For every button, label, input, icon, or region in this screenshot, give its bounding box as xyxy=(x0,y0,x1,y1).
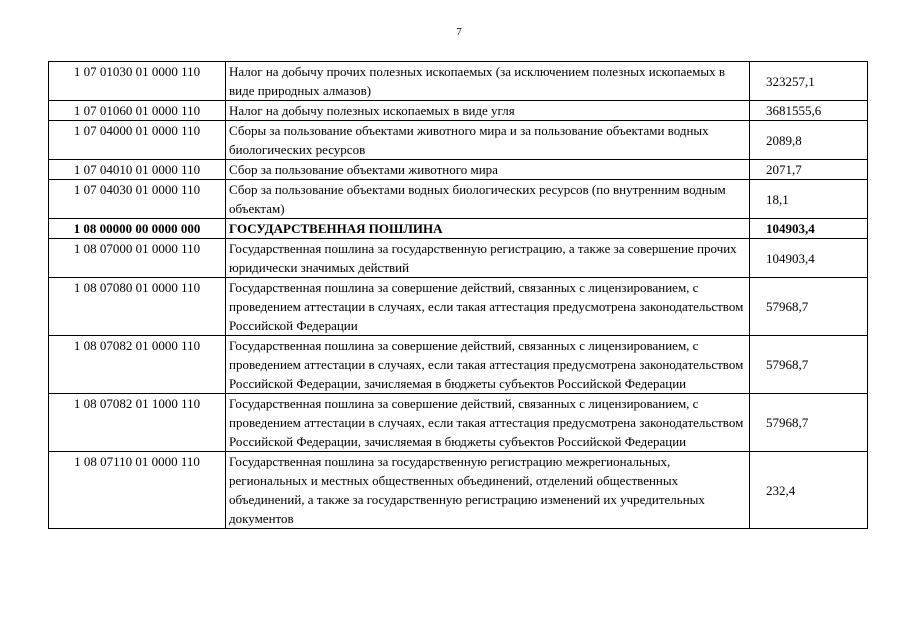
table-row xyxy=(49,239,868,278)
amount-cell: 57968,7 xyxy=(750,394,868,452)
revenue-name-cell: Сбор за пользование объектами водных биологических ресурсов (по внутренним водным объектам) xyxy=(226,180,750,219)
budget-code-cell: 1 08 07110 01 0000 110 xyxy=(49,452,226,529)
budget-code-cell: 1 07 04030 01 0000 110 xyxy=(49,180,226,219)
section-header-row xyxy=(49,219,868,239)
amount-cell: 232,4 xyxy=(750,452,868,529)
revenue-name-cell: Сборы за пользование объектами животного мира и за пользование объектами водных биологических ресурсов xyxy=(226,121,750,160)
revenue-name-cell: Государственная пошлина за совершение действий, связанных с лицензированием, с проведением аттестации в случаях, если такая аттестация предусмотрена законодательством Российской Федерации, зачисляемая в бюджеты субъектов Российской Федерации xyxy=(226,336,750,394)
revenue-name-cell: Государственная пошлина за совершение действий, связанных с лицензированием, с проведением аттестации в случаях, если такая аттестация предусмотрена законодательством Российской Федерации xyxy=(226,278,750,336)
table-row xyxy=(49,278,868,336)
amount-cell: 57968,7 xyxy=(750,336,868,394)
table-row xyxy=(49,121,868,160)
amount-cell: 104903,4 xyxy=(750,219,868,239)
table-row xyxy=(49,180,868,219)
amount-cell: 3681555,6 xyxy=(750,101,868,121)
revenue-name-cell: Сбор за пользование объектами животного мира xyxy=(226,160,750,180)
amount-cell: 323257,1 xyxy=(750,62,868,101)
table-row xyxy=(49,101,868,121)
revenue-name-cell: Государственная пошлина за государственную регистрацию, а также за совершение прочих юридически значимых действий xyxy=(226,239,750,278)
amount-cell: 57968,7 xyxy=(750,278,868,336)
revenue-name-cell: Государственная пошлина за государственную регистрацию межрегиональных, региональных и местных общественных объединений, отделений общественных объединений, а также за государственную регистрацию изменений их учредительных документов xyxy=(226,452,750,529)
table-row xyxy=(49,452,868,529)
amount-cell: 2071,7 xyxy=(750,160,868,180)
budget-code-cell: 1 08 07080 01 0000 110 xyxy=(49,278,226,336)
revenue-name-cell: Государственная пошлина за совершение действий, связанных с лицензированием, с проведением аттестации в случаях, если такая аттестация предусмотрена законодательством Российской Федерации, зачисляемая в бюджеты субъектов Российской Федерации xyxy=(226,394,750,452)
revenue-name-cell: Налог на добычу полезных ископаемых в виде угля xyxy=(226,101,750,121)
revenue-name-cell: ГОСУДАРСТВЕННАЯ ПОШЛИНА xyxy=(226,219,750,239)
budget-code-cell: 1 07 04000 01 0000 110 xyxy=(49,121,226,160)
revenue-table xyxy=(48,61,868,529)
budget-code-cell: 1 07 01060 01 0000 110 xyxy=(49,101,226,121)
budget-code-cell: 1 08 07082 01 1000 110 xyxy=(49,394,226,452)
amount-cell: 2089,8 xyxy=(750,121,868,160)
table-row xyxy=(49,62,868,101)
budget-code-cell: 1 07 04010 01 0000 110 xyxy=(49,160,226,180)
table-row xyxy=(49,394,868,452)
revenue-table-body xyxy=(49,62,868,529)
table-row xyxy=(49,336,868,394)
amount-cell: 18,1 xyxy=(750,180,868,219)
page-number: 7 xyxy=(456,26,462,38)
budget-code-cell: 1 08 00000 00 0000 000 xyxy=(49,219,226,239)
budget-code-cell: 1 08 07082 01 0000 110 xyxy=(49,336,226,394)
budget-code-cell: 1 08 07000 01 0000 110 xyxy=(49,239,226,278)
amount-cell: 104903,4 xyxy=(750,239,868,278)
revenue-name-cell: Налог на добычу прочих полезных ископаемых (за исключением полезных ископаемых в виде природных алмазов) xyxy=(226,62,750,101)
table-row xyxy=(49,160,868,180)
budget-code-cell: 1 07 01030 01 0000 110 xyxy=(49,62,226,101)
